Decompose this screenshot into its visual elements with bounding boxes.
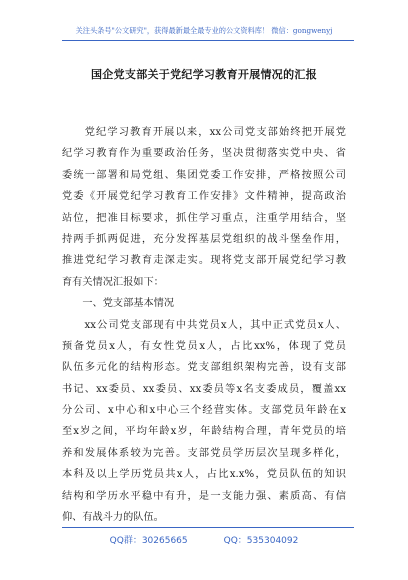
body-line: 书记、xx委员、xx委员、xx委员等x名支委成员，覆盖xx	[62, 383, 346, 395]
body-line: 委统一部署和局党组、集团党委工作安排，严格按照公司	[62, 169, 346, 181]
document-body	[62, 122, 346, 528]
footer-qq: QQ：535304092	[223, 536, 299, 546]
body-line: 推进党纪学习教育走深走实。现将党支部开展党纪学习教	[62, 255, 346, 267]
footer-divider	[62, 527, 354, 528]
section-heading: 一、党支部基本情况	[62, 298, 175, 310]
body-line: 分公司、x中心和x中心三个经营实体。支部党员年龄在x	[62, 405, 346, 417]
body-line: 党纪学习教育开展以来，xx公司党支部始终把开展党	[62, 127, 346, 138]
body-line: 育有关情况汇报如下：	[62, 276, 164, 288]
body-line: 至x岁之间，平均年龄x岁，年龄结构合理，青年党员的培	[62, 426, 346, 438]
body-line: 本科及以上学历党员共x人，占比x.x%，党员队伍的知识	[62, 469, 346, 481]
header-divider	[62, 40, 354, 41]
footer-qq-group: QQ群：30265665	[109, 536, 188, 546]
body-line: 结构和学历水平稳中有升，是一支能力强、素质高、有信	[62, 490, 346, 502]
body-line: 养和发展体系较为完善。支部党员学历层次呈现多样化，	[62, 447, 346, 459]
body-line: 站位，把准目标要求，抓住学习重点，注重学用结合，坚	[62, 212, 346, 224]
body-line: 队伍多元化的结构形态。党支部组织架构完善，设有支部	[62, 362, 346, 374]
document-title: 国企党支部关于党纪学习教育开展情况的汇报	[91, 68, 317, 81]
body-line: 持两手抓两促进，充分发挥基层党组织的战斗堡垒作用，	[62, 233, 346, 245]
body-line: 纪学习教育作为重要政治任务，坚决贯彻落实党中央、省	[62, 148, 346, 160]
body-line: 预备党员x人，有女性党员x人，占比xx%，体现了党员	[62, 340, 346, 352]
body-line: 仰、有战斗力的队伍。	[62, 512, 164, 524]
body-line: 党委《开展党纪学习教育工作安排》文件精神，提高政治	[62, 191, 346, 203]
header-notice: 关注头条号"公文研究"，获得最新最全最专业的公文资料库！ 微信：gongwenyj	[75, 26, 333, 35]
body-line: xx公司党支部现有中共党员x人，其中正式党员x人、	[62, 319, 346, 331]
footer-contact	[0, 533, 408, 546]
